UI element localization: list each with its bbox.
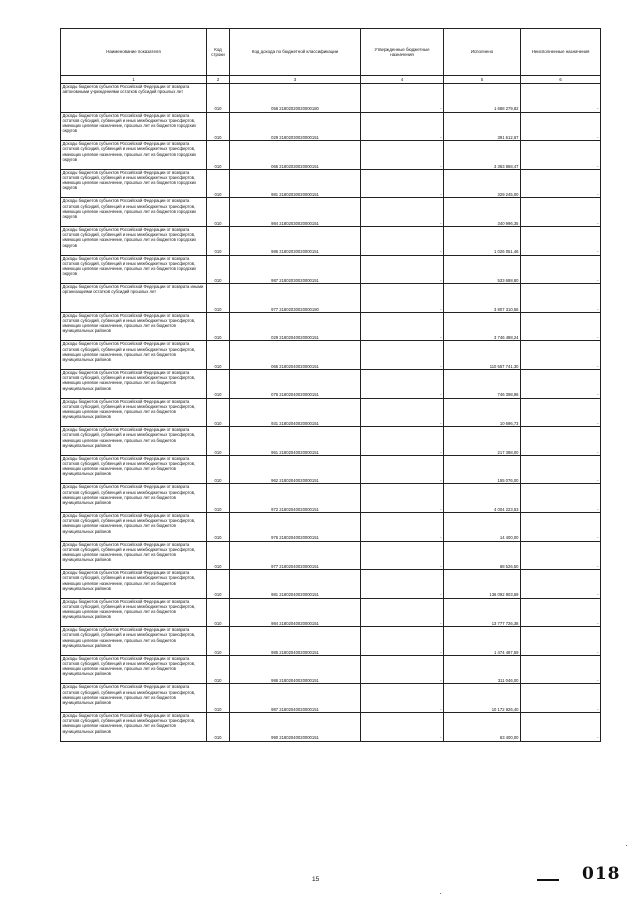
table-header [61, 29, 601, 84]
row-executed: 10 696,73 [444, 398, 521, 427]
row-unexecuted: - [521, 198, 601, 227]
row-name: Доходы бюджетов субъектов Российской Федерации от возврата остатков субсидий, субвенций и иных межбюджетных трансфертов, имеющих целевое назначение, прошлых лет из бюджетов городских округов [61, 141, 207, 170]
row-name: Доходы бюджетов субъектов Российской Федерации от возврата остатков субсидий, субвенций и иных межбюджетных трансфертов, имеющих целевое назначение, прошлых лет из бюджетов муниципальных районов [61, 598, 207, 627]
table-row [61, 570, 601, 599]
table-row [61, 427, 601, 456]
row-name: Доходы бюджетов субъектов Российской Федерации от возврата остатков субсидий, субвенций и иных межбюджетных трансфертов, имеющих целевое назначение, прошлых лет из бюджетов муниципальных районов [61, 427, 207, 456]
row-executed: 340 996,35 [444, 198, 521, 227]
row-executed: 10 172 926,40 [444, 684, 521, 713]
row-kbk: 066 21802040020000151 [230, 341, 361, 370]
row-kbk: 990 21802040020000151 [230, 713, 361, 742]
row-name: Доходы бюджетов субъектов Российской Федерации от возврата остатков субсидий, субвенций и иных межбюджетных трансфертов, имеющих целевое назначение, прошлых лет из бюджетов муниципальных районов [61, 455, 207, 484]
revenue-table [60, 28, 601, 742]
row-executed: 1 668 279,82 [444, 84, 521, 113]
row-approved: - [361, 512, 444, 541]
page-number: 15 [312, 876, 320, 883]
row-kbk: 984 21802040020000151 [230, 598, 361, 627]
row-name: Доходы бюджетов субъектов Российской Федерации от возврата остатков субсидий, субвенций и иных межбюджетных трансфертов, имеющих целевое назначение, прошлых лет из бюджетов муниципальных районов [61, 512, 207, 541]
table-row [61, 713, 601, 742]
row-kbk: 977 21802030020000180 [230, 284, 361, 313]
row-code: 010 [207, 84, 230, 113]
row-approved: - [361, 455, 444, 484]
table-row [61, 627, 601, 656]
row-code: 010 [207, 541, 230, 570]
row-executed: 746 398,96 [444, 369, 521, 398]
row-name: Доходы бюджетов субъектов Российской Федерации от возврата остатков субсидий, субвенций и иных межбюджетных трансфертов, имеющих целевое назначение, прошлых лет из бюджетов муниципальных районов [61, 484, 207, 513]
row-executed: 217 388,00 [444, 427, 521, 456]
row-code: 010 [207, 255, 230, 284]
row-approved: - [361, 255, 444, 284]
row-approved: - [361, 655, 444, 684]
row-unexecuted: - [521, 484, 601, 513]
row-executed: 1 026 051,46 [444, 226, 521, 255]
row-code: 010 [207, 341, 230, 370]
header-kbk: Код дохода по бюджетной классификации [230, 29, 361, 76]
row-executed: 329 245,00 [444, 169, 521, 198]
row-unexecuted: - [521, 455, 601, 484]
row-code: 010 [207, 570, 230, 599]
scan-speck [440, 893, 441, 894]
row-kbk: 962 21802040020000151 [230, 455, 361, 484]
row-executed: 110 557 741,30 [444, 341, 521, 370]
row-approved: - [361, 226, 444, 255]
scan-speck [626, 845, 627, 846]
row-kbk: 981 21802040020000151 [230, 570, 361, 599]
row-unexecuted: - [521, 684, 601, 713]
row-kbk: 987 21802030020000151 [230, 255, 361, 284]
row-kbk: 977 21802040020000151 [230, 541, 361, 570]
column-number: 5 [444, 76, 521, 84]
row-executed: 155 076,00 [444, 455, 521, 484]
row-approved: - [361, 713, 444, 742]
table-body [61, 84, 601, 742]
row-unexecuted: - [521, 341, 601, 370]
row-name: Доходы бюджетов субъектов Российской Федерации от возврата остатков субсидий, субвенций и иных межбюджетных трансфертов, имеющих целевое назначение, прошлых лет из бюджетов муниципальных районов [61, 684, 207, 713]
table-row [61, 141, 601, 170]
row-approved: - [361, 598, 444, 627]
row-unexecuted: - [521, 570, 601, 599]
row-approved: - [361, 541, 444, 570]
row-kbk: 976 21802040020000151 [230, 512, 361, 541]
row-kbk: 029 21802040020000151 [230, 312, 361, 341]
row-name: Доходы бюджетов субъектов Российской Федерации от возврата остатков субсидий, субвенций и иных межбюджетных трансфертов, имеющих целевое назначение, прошлых лет из бюджетов муниципальных районов [61, 312, 207, 341]
row-kbk: 066 21802030020000151 [230, 141, 361, 170]
table-row [61, 255, 601, 284]
table-row [61, 684, 601, 713]
row-code: 010 [207, 226, 230, 255]
row-name: Доходы бюджетов субъектов Российской Федерации от возврата иными организациями остатков субсидий прошлых лет [61, 284, 207, 313]
row-executed: 14 400,00 [444, 512, 521, 541]
row-code: 010 [207, 427, 230, 456]
table-row [61, 198, 601, 227]
row-code: 010 [207, 684, 230, 713]
row-kbk: 986 21802030020000151 [230, 226, 361, 255]
row-name: Доходы бюджетов субъектов Российской Федерации от возврата остатков субсидий, субвенций и иных межбюджетных трансфертов, имеющих целевое назначение, прошлых лет из бюджетов городских округов [61, 169, 207, 198]
row-approved: - [361, 684, 444, 713]
row-executed: 136 092 803,69 [444, 570, 521, 599]
row-code: 010 [207, 369, 230, 398]
row-kbk: 961 21802040020000151 [230, 427, 361, 456]
row-executed: 4 004 223,53 [444, 484, 521, 513]
row-unexecuted: - [521, 369, 601, 398]
row-unexecuted: - [521, 541, 601, 570]
row-kbk: 985 21802040020000151 [230, 627, 361, 656]
column-number: 6 [521, 76, 601, 84]
row-executed: 311 046,00 [444, 655, 521, 684]
row-executed: 63 400,00 [444, 713, 521, 742]
header-name: Наименование показателя [61, 29, 207, 76]
row-name: Доходы бюджетов субъектов Российской Федерации от возврата остатков субсидий, субвенций и иных межбюджетных трансфертов, имеющих целевое назначение, прошлых лет из бюджетов муниципальных районов [61, 713, 207, 742]
table-row [61, 398, 601, 427]
row-unexecuted: - [521, 169, 601, 198]
row-name: Доходы бюджетов субъектов Российской Федерации от возврата остатков субсидий, субвенций и иных межбюджетных трансфертов, имеющих целевое назначение, прошлых лет из бюджетов городских округов [61, 112, 207, 141]
row-approved: - [361, 312, 444, 341]
row-code: 010 [207, 312, 230, 341]
row-executed: 533 688,80 [444, 255, 521, 284]
stamp-number: 018 [582, 864, 621, 884]
row-unexecuted: - [521, 284, 601, 313]
table-row [61, 341, 601, 370]
row-code: 010 [207, 198, 230, 227]
row-unexecuted: - [521, 112, 601, 141]
row-kbk: 029 21802030020000151 [230, 112, 361, 141]
row-approved: - [361, 398, 444, 427]
row-name: Доходы бюджетов субъектов Российской Федерации от возврата остатков субсидий, субвенций и иных межбюджетных трансфертов, имеющих целевое назначение, прошлых лет из бюджетов муниципальных районов [61, 398, 207, 427]
row-code: 010 [207, 655, 230, 684]
row-approved: - [361, 484, 444, 513]
row-approved: - [361, 141, 444, 170]
row-name: Доходы бюджетов субъектов Российской Федерации от возврата остатков субсидий, субвенций и иных межбюджетных трансфертов, имеющих целевое назначение, прошлых лет из бюджетов муниципальных районов [61, 341, 207, 370]
table-row [61, 312, 601, 341]
row-executed: 3 807 310,56 [444, 284, 521, 313]
row-unexecuted: - [521, 655, 601, 684]
column-number: 3 [230, 76, 361, 84]
row-executed: 1 474 487,59 [444, 627, 521, 656]
row-kbk: 972 21802040020000151 [230, 484, 361, 513]
table-row [61, 512, 601, 541]
row-name: Доходы бюджетов субъектов Российской Федерации от возврата остатков субсидий, субвенций и иных межбюджетных трансфертов, имеющих целевое назначение, прошлых лет из бюджетов муниципальных районов [61, 541, 207, 570]
row-approved: - [361, 627, 444, 656]
row-unexecuted: - [521, 312, 601, 341]
row-unexecuted: - [521, 84, 601, 113]
table-row [61, 169, 601, 198]
row-unexecuted: - [521, 512, 601, 541]
row-name: Доходы бюджетов субъектов Российской Федерации от возврата автономными учреждениями остатков субсидий прошлых лет [61, 84, 207, 113]
table-row [61, 226, 601, 255]
row-code: 010 [207, 455, 230, 484]
header-approved: Утвержденные бюджетные назначения [361, 29, 444, 76]
header-unexecuted: Неисполненные назначения [521, 29, 601, 76]
table-row [61, 598, 601, 627]
row-name: Доходы бюджетов субъектов Российской Федерации от возврата остатков субсидий, субвенций и иных межбюджетных трансфертов, имеющих целевое назначение, прошлых лет из бюджетов городских округов [61, 226, 207, 255]
row-approved: - [361, 84, 444, 113]
header-code: Код строки [207, 29, 230, 76]
row-code: 010 [207, 284, 230, 313]
table-row [61, 112, 601, 141]
row-kbk: 981 21802030020000151 [230, 169, 361, 198]
row-approved: - [361, 427, 444, 456]
table-row [61, 484, 601, 513]
row-unexecuted: - [521, 398, 601, 427]
row-kbk: 987 21802040020000151 [230, 684, 361, 713]
row-name: Доходы бюджетов субъектов Российской Федерации от возврата остатков субсидий, субвенций и иных межбюджетных трансфертов, имеющих целевое назначение, прошлых лет из бюджетов муниципальных районов [61, 627, 207, 656]
row-executed: 68 526,50 [444, 541, 521, 570]
row-code: 010 [207, 112, 230, 141]
header-executed: Исполнено [444, 29, 521, 76]
row-unexecuted: - [521, 141, 601, 170]
row-code: 010 [207, 169, 230, 198]
row-name: Доходы бюджетов субъектов Российской Федерации от возврата остатков субсидий, субвенций и иных межбюджетных трансфертов, имеющих целевое назначение, прошлых лет из бюджетов муниципальных районов [61, 570, 207, 599]
row-kbk: 986 21802040020000151 [230, 655, 361, 684]
row-approved: - [361, 112, 444, 141]
row-name: Доходы бюджетов субъектов Российской Федерации от возврата остатков субсидий, субвенций и иных межбюджетных трансфертов, имеющих целевое назначение, прошлых лет из бюджетов муниципальных районов [61, 655, 207, 684]
table-row [61, 369, 601, 398]
column-number: 4 [361, 76, 444, 84]
row-code: 010 [207, 484, 230, 513]
row-code: 010 [207, 598, 230, 627]
table-row [61, 284, 601, 313]
row-unexecuted: - [521, 226, 601, 255]
row-unexecuted: - [521, 598, 601, 627]
table-row [61, 541, 601, 570]
row-name: Доходы бюджетов субъектов Российской Федерации от возврата остатков субсидий, субвенций и иных межбюджетных трансфертов, имеющих целевое назначение, прошлых лет из бюджетов городских округов [61, 255, 207, 284]
row-approved: - [361, 570, 444, 599]
row-kbk: 056 21802020020000180 [230, 84, 361, 113]
row-code: 010 [207, 512, 230, 541]
row-approved: - [361, 341, 444, 370]
row-name: Доходы бюджетов субъектов Российской Федерации от возврата остатков субсидий, субвенций и иных межбюджетных трансфертов, имеющих целевое назначение, прошлых лет из бюджетов городских округов [61, 198, 207, 227]
table-row [61, 455, 601, 484]
row-unexecuted: - [521, 427, 601, 456]
row-unexecuted: - [521, 255, 601, 284]
row-approved: - [361, 169, 444, 198]
row-executed: 391 612,67 [444, 112, 521, 141]
column-number: 1 [61, 76, 207, 84]
row-kbk: 076 21802040020000151 [230, 369, 361, 398]
table-row [61, 84, 601, 113]
row-executed: 3 746 488,24 [444, 312, 521, 341]
row-code: 010 [207, 398, 230, 427]
dash-mark [537, 879, 559, 881]
column-number: 2 [207, 76, 230, 84]
row-executed: 13 777 726,38 [444, 598, 521, 627]
row-approved: - [361, 198, 444, 227]
row-name: Доходы бюджетов субъектов Российской Федерации от возврата остатков субсидий, субвенций и иных межбюджетных трансфертов, имеющих целевое назначение, прошлых лет из бюджетов муниципальных районов [61, 369, 207, 398]
row-code: 010 [207, 141, 230, 170]
row-unexecuted: - [521, 627, 601, 656]
row-code: 010 [207, 627, 230, 656]
row-code: 010 [207, 713, 230, 742]
row-executed: 3 363 868,47 [444, 141, 521, 170]
row-approved: - [361, 369, 444, 398]
table-row [61, 655, 601, 684]
row-unexecuted: - [521, 713, 601, 742]
row-kbk: 984 21802030020000151 [230, 198, 361, 227]
row-kbk: 931 21802040020000151 [230, 398, 361, 427]
row-approved: - [361, 284, 444, 313]
